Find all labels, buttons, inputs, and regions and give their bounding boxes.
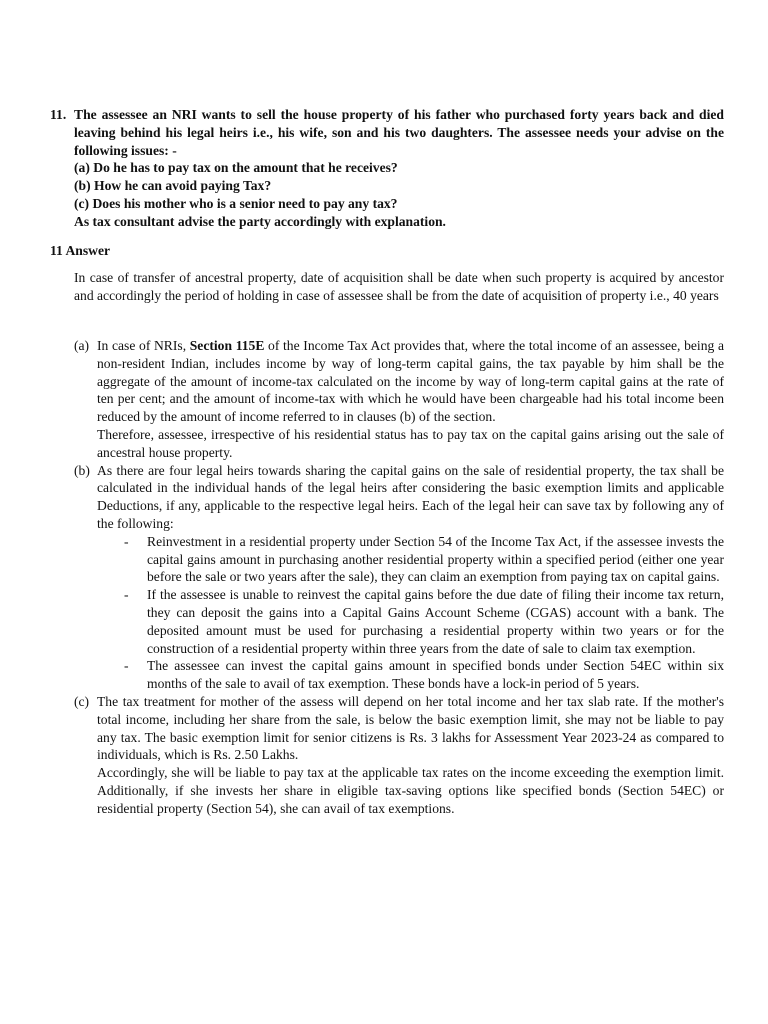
list-item-text: If the assessee is unable to reinvest the capital gains before the due date of filing their income tax return, they can deposit the gains into a Capital Gains Account Scheme (CGAS) account with a bank. The deposited amount must be used for purchasing a residential property within two years or for the construction of a residential property within three years from the date of sale to claim tax exemption. [147, 587, 724, 656]
part-c-paragraph-2: Accordingly, she will be liable to pay tax at the applicable tax rates on the income exceeding the exemption limit. Additionally, if she invests her share in eligible tax-saving options like specified bonds (Section 54EC) or residential property (Section 54), she can avail of tax exemptions. [97, 765, 724, 816]
part-a-paragraph-2: Therefore, assessee, irrespective of his residential status has to pay tax on the capital gains arising out the sale of ancestral house property. [97, 426, 724, 460]
question-text [74, 106, 724, 231]
section-115e-reference: Section 115E [189, 338, 265, 353]
question-line-2: (a) Do he has to pay tax on the amount that he receives? [74, 160, 398, 176]
question-line-4: (c) Does his mother who is a senior need to pay any tax? [74, 195, 398, 211]
answer-parts [74, 337, 724, 818]
list-item [97, 533, 724, 586]
part-a-text-end: of the Income Tax Act provides that, where the total income of an assessee, being a non-resident Indian, includes income by way of long-term capital gains, the tax payable by him shall be the aggregate of the amount of income-tax calculated on the income by way of long-term capital gains at the rate of ten per cent; and the amount of income-tax with which he would have been chargeable had his total income been reduced by the amount of income referred to in clauses (b) of the section. [97, 338, 724, 425]
question-number: 11. [50, 107, 67, 122]
question-line-1: The assessee an NRI wants to sell the house property of his father who purchased forty years back and died leaving behind his legal heirs i.e., his wife, son and his two daughters. The assessee needs your advise on the following issues: - [74, 107, 724, 158]
tax-saving-options-list [97, 533, 724, 693]
part-a-text-start: In case of NRIs, [97, 338, 190, 353]
question-block [50, 106, 724, 231]
answer-part-a [74, 337, 724, 462]
dash-marker: - [124, 658, 129, 674]
list-item [97, 657, 724, 693]
answer-heading: 11 Answer [50, 243, 111, 258]
part-c-label: (c) [74, 693, 90, 709]
dash-marker: - [124, 533, 129, 549]
answer-part-b [74, 462, 724, 693]
question-line-5: As tax consultant advise the party accordingly with explanation. [74, 213, 446, 229]
dash-marker: - [124, 587, 129, 603]
answer-intro: In case of transfer of ancestral property, date of acquisition shall be date when such property is acquired by ancestor and accordingly the period of holding in case of assessee shall be from the date of acquisition of property i.e., 40 years [74, 270, 724, 303]
part-c-paragraph-1: The tax treatment for mother of the assess will depend on her total income and her tax slab rate. If the mother's total income, including her share from the sale, is below the basic exemption limit, she may not be liable to pay any tax. The basic exemption limit for senior citizens is Rs. 3 lakhs for Assessment Year 2023-24 as compared to individuals, which is Rs. 2.50 Lakhs. [97, 693, 724, 763]
part-b-paragraph-1: As there are four legal heirs towards sharing the capital gains on the sale of residential property, the tax shall be calculated in the individual hands of the legal heirs after considering the basic exemption limits and applicable Deductions, if any, applicable to the respective legal heirs. Each of the legal heir can save tax by following any of the following: [97, 462, 724, 531]
part-b-label: (b) [74, 462, 90, 478]
question-line-3: (b) How he can avoid paying Tax? [74, 178, 272, 194]
answer-part-c [74, 693, 724, 818]
part-a-paragraph-1 [97, 337, 724, 426]
list-item [97, 586, 724, 657]
part-a-label: (a) [74, 338, 90, 353]
list-item-text: Reinvestment in a residential property under Section 54 of the Income Tax Act, if the assessee invests the capital gains amount in purchasing another residential property within a specified period (either one year before the sale or two years after the sale), they can claim an exemption from paying tax on capital gains. [147, 533, 724, 585]
list-item-text: The assessee can invest the capital gains amount in specified bonds under Section 54EC within six months of the sale to avail of tax exemption. These bonds have a lock-in period of 5 years. [147, 658, 724, 692]
